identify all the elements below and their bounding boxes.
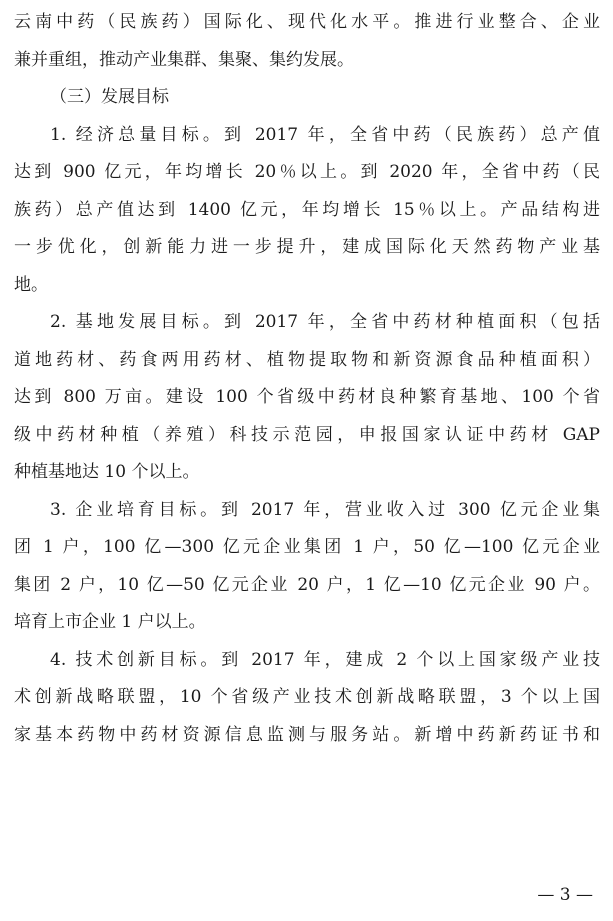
section-heading: （三）发展目标 <box>50 87 169 107</box>
text-line: 集团 2 户，10 亿—50 亿元企业 20 户，1 亿—10 亿元企业 90 户。 <box>14 574 600 595</box>
paragraph-start: 4. 技术创新目标。到 2017 年，建成 2 个以上国家级产业技 <box>50 649 600 670</box>
text-line: 道地药材、药食两用药材、植物提取物和新资源食品种植面积） <box>14 349 600 370</box>
paragraph-start: 1. 经济总量目标。到 2017 年，全省中药（民族药）总产值 <box>50 124 600 145</box>
text-line: 达到 800 万亩。建设 100 个省级中药材良种繁育基地、100 个省 <box>14 387 600 407</box>
text-line: 一步优化，创新能力进一步提升，建成国际化天然药物产业基 <box>14 237 600 257</box>
paragraph-start: 3. 企业培育目标。到 2017 年，营业收入过 300 亿元企业集 <box>50 499 600 520</box>
text-line: 兼并重组，推动产业集群、集聚、集约发展。 <box>14 49 354 70</box>
text-line: 云南中药（民族药）国际化、现代化水平。推进行业整合、企业 <box>14 12 600 32</box>
page-number: — 3 — <box>537 885 593 905</box>
text-line: 术创新战略联盟，10 个省级产业技术创新战略联盟，3 个以上国 <box>14 687 600 707</box>
text-line: 团 1 户，100 亿—300 亿元企业集团 1 户，50 亿—100 亿元企业 <box>14 537 600 557</box>
text-line: 族药）总产值达到 1400 亿元，年均增长 15％以上。产品结构进 <box>14 199 600 220</box>
text-line: 种植基地达 10 个以上。 <box>14 462 200 482</box>
paragraph-start: 2. 基地发展目标。到 2017 年，全省中药材种植面积（包括 <box>50 312 600 332</box>
text-line: 级中药材种植（养殖）科技示范园，申报国家认证中药材 GAP <box>14 424 600 445</box>
text-line: 地。 <box>14 274 48 295</box>
text-line: 家基本药物中药材资源信息监测与服务站。新增中药新药证书和 <box>14 724 600 745</box>
body-text <box>14 4 600 754</box>
text-line: 达到 900 亿元，年均增长 20％以上。到 2020 年，全省中药（民 <box>14 162 600 182</box>
text-line: 培育上市企业 1 户以上。 <box>14 612 206 632</box>
